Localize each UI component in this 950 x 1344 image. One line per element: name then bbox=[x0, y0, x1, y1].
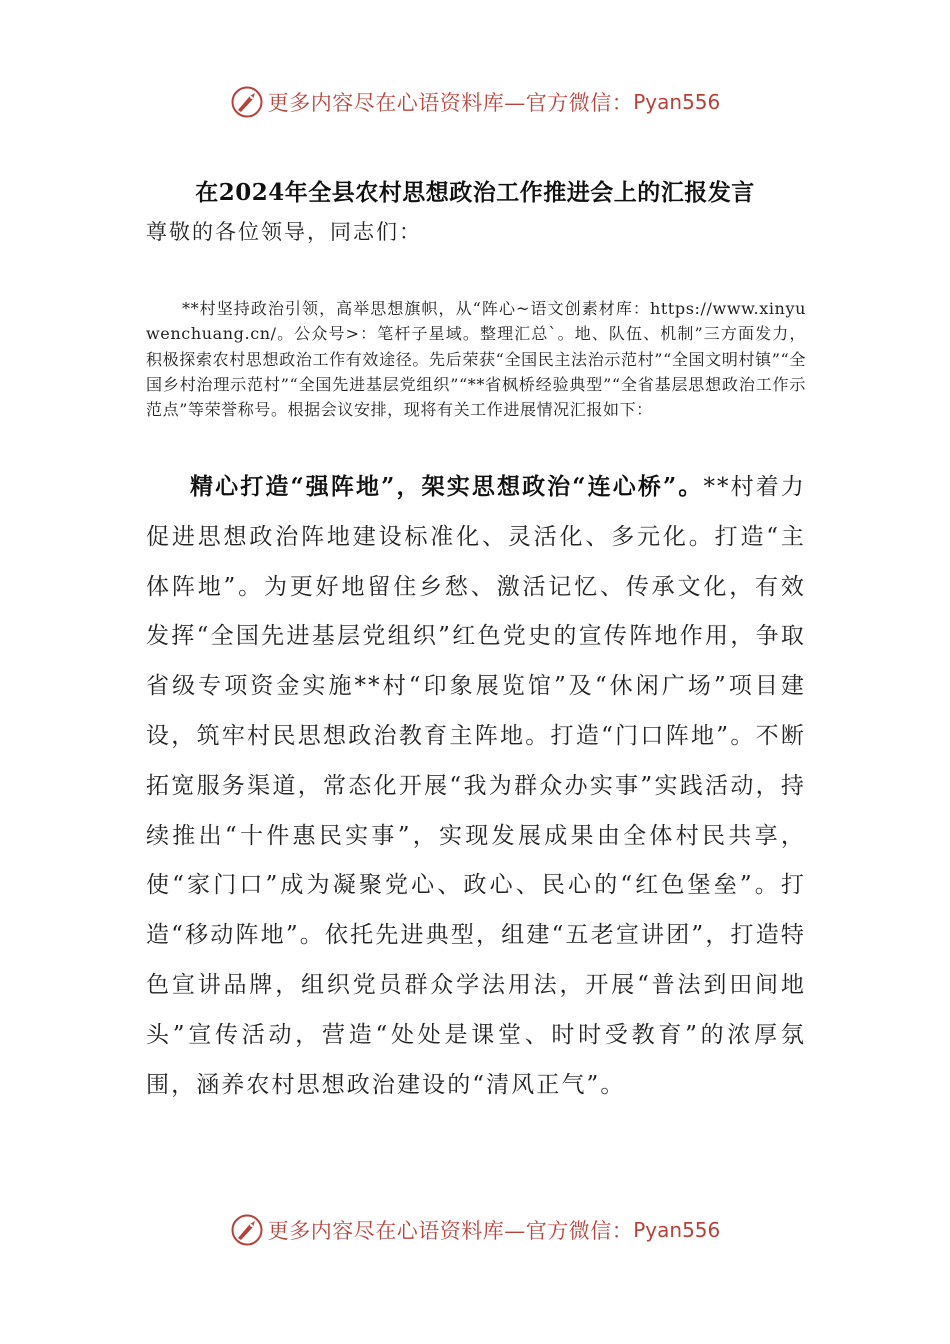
pen-nib-logo-icon bbox=[230, 85, 264, 119]
banner-wechat-id: Pyan556 bbox=[633, 1218, 721, 1242]
document-title: 在2024年全县农村思想政治工作推进会上的汇报发言 bbox=[195, 179, 755, 206]
section-1-heading: 精心打造“强阵地”，架实思想政治“连心桥”。 bbox=[190, 473, 704, 500]
section-1-paragraph bbox=[146, 462, 806, 1110]
banner-text: 更多内容尽在心语资料库—官方微信： bbox=[267, 1219, 634, 1243]
banner-text: 更多内容尽在心语资料库—官方微信： bbox=[267, 91, 634, 115]
intro-paragraph: **村坚持政治引领，高举思想旗帜，从“阵心~语文创素材库：https://www.xinyuwenchuang.cn/。公众号>：笔杆子星域。整理汇总`。地、队伍、机制”三方面发力，积极探索农村思想政治工作有效途径。先后荣获“全国民主法治示范村”“全国文明村镇”“全国乡村治理示范村”“全国先进基层党组织”“**省枫桥经验典型”“全省基层思想政治工作示范点”等荣誉称号。根据会议安排，现将有关工作进展情况汇报如下： bbox=[146, 299, 806, 420]
footer-banner bbox=[0, 1210, 950, 1250]
greeting: 尊敬的各位领导，同志们： bbox=[146, 220, 422, 244]
pen-nib-logo-icon bbox=[230, 1213, 264, 1247]
banner-wechat-id: Pyan556 bbox=[633, 90, 721, 114]
header-banner bbox=[0, 82, 950, 122]
section-1-body: **村着力促进思想政治阵地建设标准化、灵活化、多元化。打造“主体阵地”。为更好地留住乡愁、激活记忆、传承文化，有效发挥“全国先进基层党组织”红色党史的宣传阵地作用，争取省级专项资金实施**村“印象展览馆”及“休闲广场”项目建设，筑牢村民思想政治教育主阵地。打造“门口阵地”。不断拓宽服务渠道，常态化开展“我为群众办实事”实践活动，持续推出“十件惠民实事”，实现发展成果由全体村民共享，使“家门口”成为凝聚党心、政心、民心的“红色堡垒”。打造“移动阵地”。依托先进典型，组建“五老宣讲团”，打造特色宣讲品牌，组织党员群众学法用法，开展“普法到田间地头”宣传活动，营造“处处是课堂、时时受教育”的浓厚氛围，涵养农村思想政治建设的“清风正气”。 bbox=[146, 474, 806, 1098]
